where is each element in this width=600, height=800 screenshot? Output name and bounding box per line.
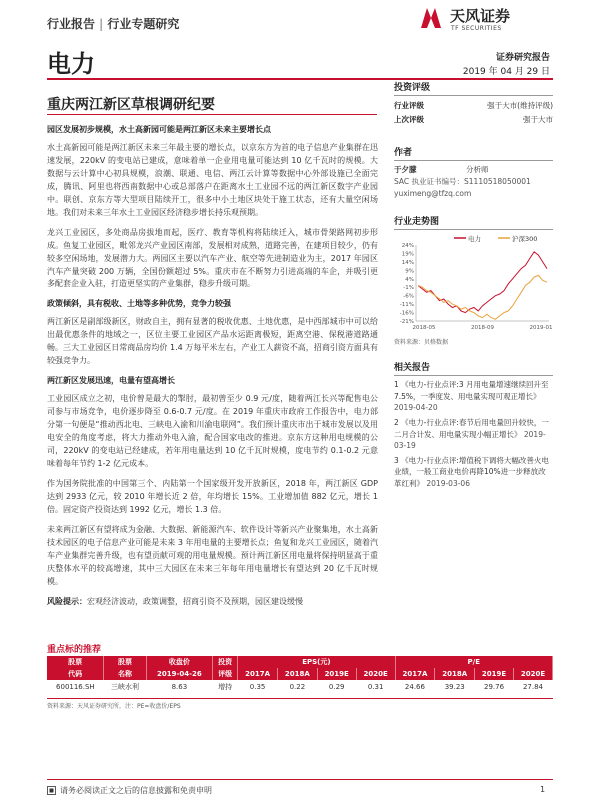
table-cell: 29.76 [484,683,505,691]
y-tick-label: 19% [401,251,414,258]
related-report-date: 2019-04-20 [394,403,438,413]
y-tick-label: 14% [401,259,414,266]
table-cell: 0.22 [289,683,306,691]
related-report-date: 2019-03-19 [394,429,546,451]
related-report-item[interactable] [394,455,553,490]
table-cell: 600116.SH [56,683,95,691]
table-cell: 增持 [218,683,233,691]
prev-rating-row [394,113,553,127]
author-name-row [394,164,553,176]
th-year: 2019E [317,668,356,680]
tf-securities-logo [418,2,558,36]
y-tick-label: 9% [405,268,414,275]
table-divider [47,698,553,699]
th-date: 2019-04-26 [146,668,212,680]
related-title: 相关报告 [394,360,553,376]
footer-divider [47,779,553,780]
report-title: 重庆两江新区草根调研纪要 [47,97,215,113]
title-divider [47,114,377,115]
table-cell: 0.35 [249,683,266,691]
industry-rating-row [394,99,553,113]
th-year: 2018A [435,668,475,680]
series-line [418,252,547,313]
section-heading: 政策倾斜，具有税收、土地等多种优势，竞争力较强 [47,299,231,309]
table-row[interactable] [47,680,553,694]
th-year: 2020E [514,668,553,680]
report-category [47,15,179,32]
industry-rating-value: 强于大市(维持评级) [487,101,553,110]
legend-label: 沪深300 [512,235,538,243]
th-code: 代码 [47,668,104,680]
report-date: 2019 年 04 月 29 日 [462,67,550,77]
x-tick-label: 2018-05 [412,325,436,331]
th-rating: 投资 [212,656,237,668]
th-year: 2017A [238,668,278,680]
section-heading: 园区发展初步规模，水土高新园可能是两江新区未来主要增长点 [47,125,271,134]
section-heading: 两江新区发展迅速，电量有望高增长 [47,376,175,386]
author-role: 分析师 [466,165,489,174]
paragraph: 两江新区是副部级新区，财政自主，拥有显著的税收优惠、土地优惠，是中西部城市中可以给出最优惠条件的地域之一，区位主要工业园区产品水运距离极短，距离空港、保税港道路通畅。三大工业园区日常商品房均价 1.4 万每平米左右，产业工人薪资不高，招商引资方面具有较强竞争力。 [47,317,378,366]
table-cell: 0.29 [328,683,345,691]
author-sac: SAC 执业证书编号：S1110518050001 [394,177,531,186]
logo-text-en: TF SECURITIES [451,25,502,32]
logo-text-cn: 天风证券 [450,7,511,25]
y-tick-label: -21% [399,319,414,325]
th-pe: P/E [395,656,552,668]
author-block [394,164,553,200]
series-line [418,275,547,319]
paragraph: 龙兴工业园区，多处商品房拔地而起，医疗、教育等机构将陆续迁入，城市骨架路网初步形成。鱼复工业园区，毗邻龙兴产业园区南部，发展相对成熟，道路完善，在建项目较少，仍有较多空闲场地，发展潜力大。两园区主要以汽车产业、航空等先进制造业为主，2017 年园区汽车产量突破 200 万辆，全国份额超过 5%。重庆市在不断努力引进高端的车企，并吸引更多配套企业入驻，打造更坚实的产业集群，稳步升级可期。 [47,227,378,289]
x-tick-label: 2018-09 [471,325,494,331]
y-tick-label: -11% [399,302,414,309]
related-report-title: 3 《电力-行业点评:增值税下调将大幅改善火电业绩，一般工商业电价再降10%进一步释放改革红利》 [394,455,549,488]
y-tick-label: -1% [403,285,414,292]
related-report-title: 2 《电力-行业点评:春节后用电量回升较快，一二月合计发、用电量实现小幅正增长》 [394,417,549,439]
table-cell: 三峡水利 [110,683,139,691]
disclaimer-icon [47,786,56,795]
sidebar [394,80,553,493]
y-tick-label: 4% [405,276,414,283]
table-title: 重点标的推荐 [47,645,102,655]
table-header-row-1 [47,656,553,668]
th-year: 2017A [395,668,435,680]
industry-heading: 电力 [47,50,95,78]
y-tick-label: 24% [401,243,414,249]
table-body [47,680,553,694]
author-name: 于夕朦 [394,165,417,174]
table-cell: 0.31 [367,683,384,691]
th-grade: 评级 [212,668,237,680]
th-year: 2020E [356,668,395,680]
risk-notice [47,596,378,609]
paragraph: 水土高新园可能是两江新区未来三年最主要的增长点，以京东方为首的电子信息产业集群在迅速发展，220kV 的变电站已建成，意味着单一企业用电量可能达到 10 亿千瓦时的规模。大数据与云计算中心初具规模，浪潮、联通、电信、两江云计算等数据中心外部设施已全面完成，腾讯、阿里也将西南数据中心或总部落户在距离水土工业园不远的两江新区数字产业园中。联创、京东方等大型项目陆续开工，很多中小土地区块处于施工状态，还有大量空闲场地。我们对未来三年水土工业园区经济稳步增长持乐观预期。 [47,142,378,217]
author-email[interactable]: yuximeng@tfzq.com [394,189,472,198]
related-report-title: 1 《电力-行业点评:3 月用电量增速继续回升至 7.5%，一季度发、用电量实现可观正增长》 [394,380,549,401]
recommendation-table [47,656,553,694]
logo-mark-icon [418,4,444,30]
legend-label: 电力 [468,235,481,243]
prev-rating-value: 强于大市 [523,115,553,124]
trend-chart [394,233,553,333]
related-reports [394,379,553,490]
table-source: 资料来源：天风证券研究所，注：PE=收盘价/EPS [47,703,181,710]
author-title: 作者 [394,145,553,161]
prev-rating-label: 上次评级 [394,115,424,124]
subcategory-tag: 行业专题研究 [107,17,180,31]
th-price: 收盘价 [146,656,212,668]
table-cell: 27.84 [522,683,544,691]
category-separator: | [99,17,104,31]
invest-rating-title: 投资评级 [394,80,553,96]
th-stock-code: 股票 [47,656,104,668]
risk-label: 风险提示： [47,596,87,606]
table-cell: 8.63 [171,683,188,691]
trend-title: 行业走势图 [394,214,553,230]
table-cell: 39.23 [444,683,465,691]
risk-text: 宏观经济波动，政策调整，招商引资不及预期，园区建设缓慢 [87,596,303,606]
footer-disclaimer[interactable]: 请务必阅读正文之后的信息披露和免责申明 [60,786,212,795]
related-report-date: 2019-03-06 [424,479,470,488]
related-report-item[interactable] [394,379,553,414]
th-year: 2018A [277,668,317,680]
chart-source: 资料来源：贝格数据 [394,339,449,346]
paragraph: 未来两江新区有望将成为金融、大数据、新能源汽车、软件设计等新兴产业聚集地，水土高新技术园区的电子信息产业可能是未来 3 年用电量的主要增长点；鱼复和龙兴工业园区，随着汽车产业集群完善升级，也有望贡献可观的用电量规模。预计两江新区用电量将保持明显高于重庆整体水平的较高增速，其中三大园区在未来三年每年用电量增长有望达到 20 亿千瓦时规模。 [47,524,378,586]
industry-rating-label: 行业评级 [394,101,424,110]
th-name: 名称 [104,668,147,680]
report-type: 证券研究报告 [495,53,550,63]
related-report-item[interactable] [394,417,553,452]
table-header-row-2 [47,668,553,680]
th-stock-name: 股票 [104,656,147,668]
page-number: 1 [540,785,546,794]
paragraph: 作为国务院批准的中国第三个、内陆第一个国家级开发开放新区，2018 年，两江新区 GDP 达到 2933 亿元，较 2010 年增长近 2 倍，年均增长 15%。工业增加值 882 亿元，增长 1 倍。固定资产投资达到 1992 亿元，增长 1.3 倍。 [47,478,378,514]
th-year: 2019E [475,668,514,680]
th-eps: EPS(元) [238,656,395,668]
paragraph: 工业园区成立之初，电价曾是最大的掣肘，最初曾至少 0.9 元/度，随着两江长兴等配售电公司参与市场竞争，电价逐步降至 0.6-0.7 元/度。在 2019 年重庆市政府工作报告中，电力部分第一句便是“推动西北电、三峡电入渝和川渝电联网”。我们预计重庆市出于城市发展以及用电安全的角度考虑，将大力推动外电入渝，配合国家电改的推进。京东方这种用电规模的公司，220kV 的变电站已经建成，若年用电量达到 10 亿千瓦时规模，度电节约 0.1-0.2 元意味着每年节约 1-2 亿元成本。 [47,394,378,468]
x-tick-label: 2019-01 [529,325,553,331]
y-tick-label: -16% [399,310,414,317]
category-tag: 行业报告 [47,17,96,31]
main-content [47,124,378,615]
table-cell: 24.66 [404,683,425,691]
y-tick-label: -6% [403,293,414,300]
